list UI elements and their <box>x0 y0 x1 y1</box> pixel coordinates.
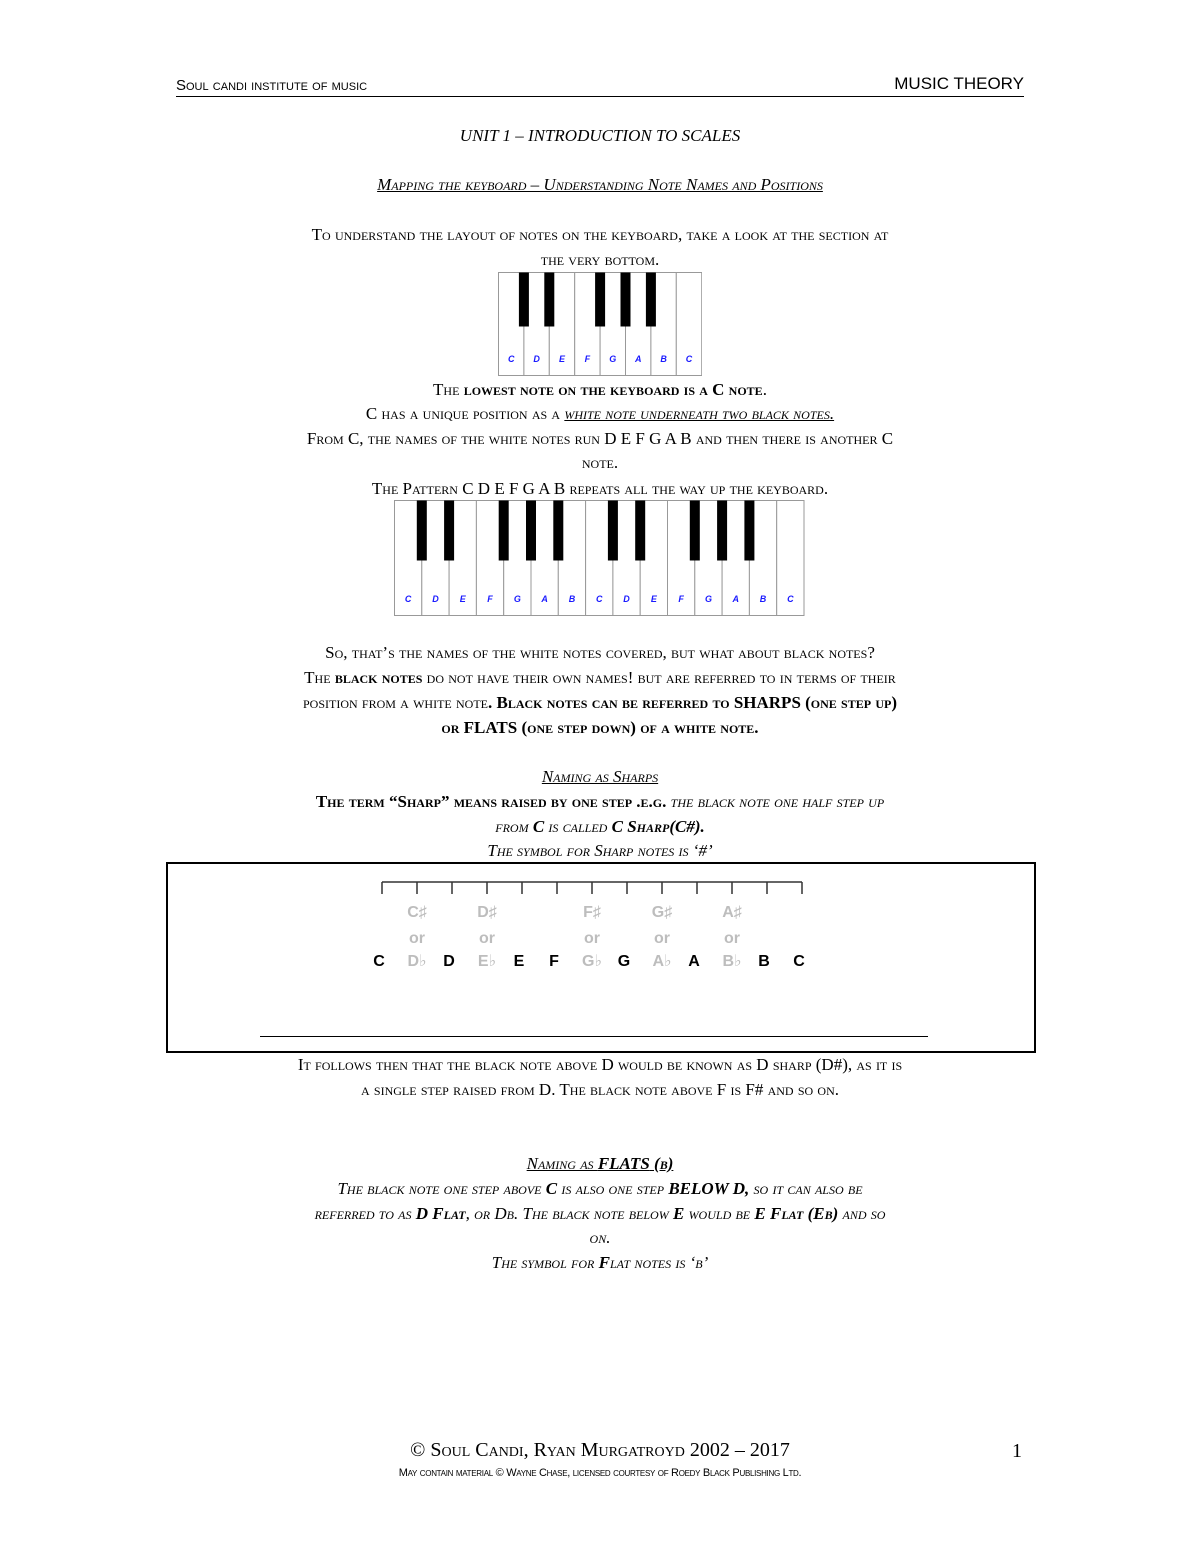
black-key <box>635 501 645 561</box>
flats-text-2f: E <box>672 1204 685 1223</box>
sharps-flats-diagram-box <box>166 862 1036 1053</box>
natural-note-label: C <box>793 953 805 970</box>
flats-text-1b: C <box>545 1179 558 1198</box>
flats-text-2c: , or <box>465 1204 495 1223</box>
key-label: C <box>507 354 515 364</box>
lowest-note-end: . <box>762 380 767 399</box>
key-label: G <box>513 594 521 604</box>
flats-line-1 <box>176 1177 1024 1201</box>
sharp-note-label: F♯ <box>583 904 601 921</box>
key-label: D <box>533 354 540 364</box>
flats-text-2i: and so <box>838 1204 886 1223</box>
key-label: D <box>432 594 439 604</box>
flats-text-2g: would be <box>684 1204 755 1223</box>
sharps-definition-bold: The term “Sharp” means raised by one step .e.g. <box>315 792 667 811</box>
key-label: B <box>568 594 576 604</box>
flat-note-label: E♭ <box>477 953 497 970</box>
sharps-c: C <box>532 817 545 836</box>
natural-note-label: A <box>688 953 700 970</box>
black-notes-line-1: So, that’s the names of the white notes covered, but what about black notes? <box>325 643 875 662</box>
black-notes-text-c: do not have their own names! but are referred to in terms of their <box>422 668 896 687</box>
flats-text-1c: is also one step <box>557 1179 669 1198</box>
black-key <box>744 501 754 561</box>
intro-line-1: To understand the layout of notes on the keyboard, take a look at the section at <box>311 225 889 244</box>
lowest-note-text: The <box>433 380 464 399</box>
page-number: 1 <box>1012 1440 1022 1462</box>
natural-note-label: E <box>513 953 525 970</box>
from-c-line-1: From C, the names of the white notes run D E F G A B and then there is another C <box>306 429 894 448</box>
black-key <box>608 501 618 561</box>
or-label: or <box>654 930 670 947</box>
sharp-note-label: C♯ <box>407 904 427 921</box>
black-notes-bold: black notes <box>334 668 423 687</box>
intro-line-2: the very bottom. <box>540 250 660 269</box>
key-label: F <box>487 594 493 604</box>
flats-text-4b: F <box>598 1253 610 1272</box>
black-key <box>444 501 454 561</box>
flats-text-1d: BELOW D, <box>668 1179 750 1198</box>
flats-line-2 <box>176 1202 1024 1226</box>
black-notes-line-4 <box>176 716 1024 740</box>
black-notes-bold-3: or FLATS (one step down) of a white note. <box>441 718 759 737</box>
flat-note-label: B♭ <box>722 953 742 970</box>
unique-position-line <box>176 402 1024 426</box>
black-key <box>417 501 427 561</box>
flats-text-2b: D Flat <box>415 1204 466 1223</box>
black-notes-line-2 <box>176 666 1024 690</box>
sharps-line-1 <box>176 790 1024 814</box>
black-notes-line-3 <box>176 691 1024 715</box>
flats-text-1e: so it can also be <box>749 1179 863 1198</box>
header-school: Soul candi institute of music <box>176 77 368 94</box>
key-label: A <box>732 594 739 604</box>
follows-line-2: a single step raised from D. The black note above F is F# and so on. <box>360 1080 840 1099</box>
or-label: or <box>584 930 600 947</box>
unique-position-text: C has a unique position as a <box>365 404 565 423</box>
flats-text-2e: . The black note below <box>514 1204 673 1223</box>
key-label: F <box>678 594 684 604</box>
footer-copyright: © Soul Candi, Ryan Murgatroyd 2002 – 2017 <box>410 1439 790 1461</box>
key-label: F <box>584 354 591 364</box>
black-key <box>646 273 656 327</box>
flats-line-4 <box>176 1251 1024 1275</box>
unit-title: UNIT 1 – INTRODUCTION TO SCALES <box>459 126 741 145</box>
black-key <box>499 501 509 561</box>
or-label: or <box>409 930 425 947</box>
natural-note-label: B <box>758 953 770 970</box>
key-label: A <box>541 594 548 604</box>
flats-heading <box>176 1152 1024 1176</box>
flats-heading-symbol: (b) <box>649 1154 674 1173</box>
key-label: C <box>596 594 603 604</box>
or-label: or <box>724 930 740 947</box>
key-label: G <box>704 594 712 604</box>
natural-note-label: F <box>549 953 559 970</box>
key-label: D <box>623 594 630 604</box>
key-label: E <box>558 354 566 364</box>
diagram-rule <box>260 1036 928 1037</box>
lowest-note-bold: lowest note on the keyboard is a C note <box>463 380 763 399</box>
sharps-line-3: The symbol for Sharp notes is ‘#’ <box>487 841 713 860</box>
flats-text-2d: Db <box>494 1204 514 1223</box>
black-key <box>621 273 631 327</box>
key-label: E <box>650 594 657 604</box>
page-header <box>176 70 1024 97</box>
sharps-heading: Naming as Sharps <box>541 767 659 786</box>
lowest-note-line <box>176 378 1024 402</box>
flats-text-2a: referred to as <box>314 1204 416 1223</box>
flats-line-3: on. <box>589 1228 611 1247</box>
key-label: B <box>660 354 667 364</box>
black-notes-text-d: position from a white note <box>303 693 488 712</box>
pattern-line: The Pattern C D E F G A B repeats all the way up the keyboard. <box>371 479 829 498</box>
sharps-from: from <box>495 817 533 836</box>
sharp-note-label: D♯ <box>477 904 497 921</box>
follows-line-1: It follows then that the black note above D would be known as D sharp (D#), as it is <box>297 1055 903 1074</box>
black-notes-text-a: The <box>304 668 335 687</box>
key-label: B <box>759 594 767 604</box>
header-subject: MUSIC THEORY <box>894 74 1024 93</box>
black-key <box>526 501 536 561</box>
black-key <box>519 273 529 327</box>
section-title: Mapping the keyboard – Understanding Note Names and Positions <box>377 175 823 194</box>
keyboard-diagram-large <box>394 500 806 616</box>
black-key <box>553 501 563 561</box>
sharp-note-label: G♯ <box>651 904 673 921</box>
keyboard-diagram-small <box>498 272 702 376</box>
sharps-called: is called <box>544 817 612 836</box>
unique-position-emphasis: white note underneath two black notes. <box>564 404 835 423</box>
from-c-line-2: note. <box>581 453 619 472</box>
key-label: C <box>404 594 412 604</box>
natural-note-label: D <box>443 953 455 970</box>
flat-note-label: D♭ <box>407 953 427 970</box>
flats-heading-text: Naming as <box>526 1154 598 1173</box>
black-key <box>544 273 554 327</box>
flats-text-2h: E Flat (Eb) <box>754 1204 839 1223</box>
sharps-line-2 <box>176 815 1024 839</box>
sharps-example: the black note one half step up <box>666 792 885 811</box>
footer-credit: May contain material © Wayne Chase, licensed courtesy of Roedy Black Publishing Ltd. <box>398 1467 802 1479</box>
key-label: C <box>685 354 693 364</box>
black-key <box>690 501 700 561</box>
or-label: or <box>479 930 495 947</box>
key-label: G <box>609 354 617 364</box>
flats-text-4c: lat notes is ‘b’ <box>609 1253 709 1272</box>
sharp-note-label: A♯ <box>722 904 742 921</box>
black-key <box>717 501 727 561</box>
black-notes-bold-2: . Black notes can be referred to SHARPS (one step up) <box>488 693 897 712</box>
flat-note-label: A♭ <box>652 953 672 970</box>
black-key <box>595 273 605 327</box>
flats-text-1a: The black note one step above <box>337 1179 546 1198</box>
sharps-c-sharp: C Sharp(C#). <box>611 817 705 836</box>
key-label: A <box>634 354 642 364</box>
natural-note-label: G <box>617 953 631 970</box>
natural-note-label: C <box>373 953 385 970</box>
key-label: C <box>787 594 794 604</box>
flat-note-label: G♭ <box>582 953 602 970</box>
flats-text-4a: The symbol for <box>491 1253 599 1272</box>
key-label: E <box>459 594 466 604</box>
flats-heading-bold: FLATS <box>597 1154 650 1173</box>
